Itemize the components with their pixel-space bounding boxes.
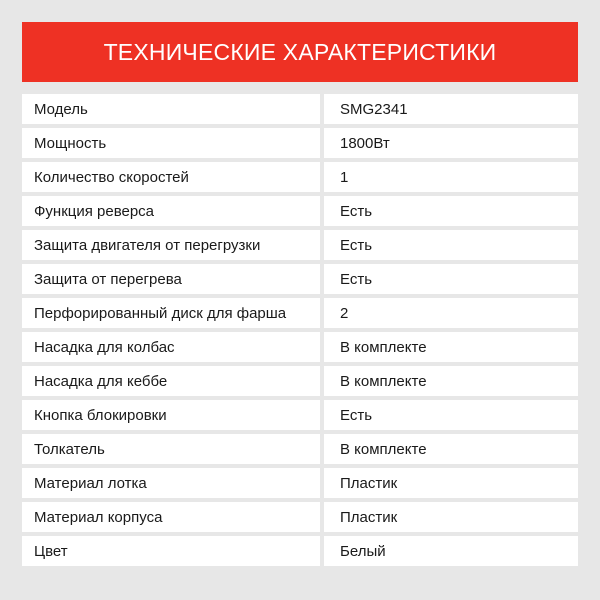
spec-title: ТЕХНИЧЕСКИЕ ХАРАКТЕРИСТИКИ [103, 38, 497, 65]
spec-row [22, 366, 578, 396]
spec-param-label: Цвет [22, 536, 320, 566]
spec-row [22, 468, 578, 498]
spec-param-label: Кнопка блокировки [22, 400, 320, 430]
spec-row [22, 196, 578, 226]
spec-param-label: Количество скоростей [22, 162, 320, 192]
spec-param-label: Материал корпуса [22, 502, 320, 532]
spec-row [22, 298, 578, 328]
spec-value: SMG2341 [324, 94, 578, 124]
spec-header [22, 22, 578, 82]
spec-value: В комплекте [324, 434, 578, 464]
spec-row [22, 502, 578, 532]
spec-value: Есть [324, 196, 578, 226]
spec-param-label: Модель [22, 94, 320, 124]
spec-param-label: Перфорированный диск для фарша [22, 298, 320, 328]
spec-value: 2 [324, 298, 578, 328]
spec-row [22, 162, 578, 192]
spec-value: Пластик [324, 468, 578, 498]
spec-param-label: Защита двигателя от перегрузки [22, 230, 320, 260]
spec-row [22, 94, 578, 124]
spec-value: 1 [324, 162, 578, 192]
spec-value: 1800Вт [324, 128, 578, 158]
spec-value: Есть [324, 264, 578, 294]
spec-row [22, 400, 578, 430]
spec-row [22, 128, 578, 158]
spec-value: В комплекте [324, 332, 578, 362]
spec-row [22, 264, 578, 294]
spec-value: Белый [324, 536, 578, 566]
spec-row [22, 536, 578, 566]
spec-value: Пластик [324, 502, 578, 532]
spec-value: В комплекте [324, 366, 578, 396]
spec-table [22, 94, 578, 570]
spec-value: Есть [324, 230, 578, 260]
spec-value: Есть [324, 400, 578, 430]
spec-row [22, 434, 578, 464]
spec-row [22, 332, 578, 362]
spec-param-label: Защита от перегрева [22, 264, 320, 294]
spec-param-label: Толкатель [22, 434, 320, 464]
spec-param-label: Функция реверса [22, 196, 320, 226]
spec-row [22, 230, 578, 260]
spec-param-label: Материал лотка [22, 468, 320, 498]
spec-param-label: Мощность [22, 128, 320, 158]
spec-param-label: Насадка для колбас [22, 332, 320, 362]
spec-param-label: Насадка для кеббе [22, 366, 320, 396]
